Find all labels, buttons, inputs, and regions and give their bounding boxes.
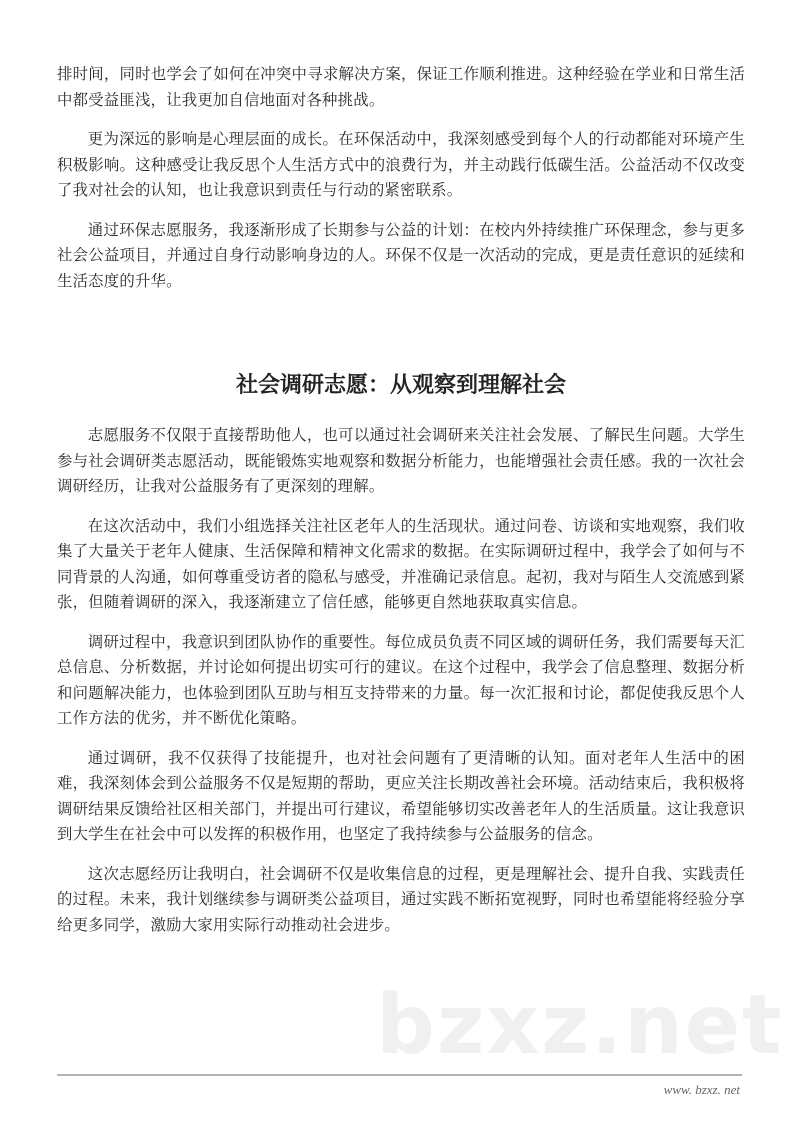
section-2 — [57, 423, 745, 938]
paragraph: 这次志愿经历让我明白，社会调研不仅是收集信息的过程，更是理解社会、提升自我、实践责任的过程。未来，我计划继续参与调研类公益项目，通过实践不断拓宽视野，同时也希望能将经验分享给更多同学，激励大家用实际行动推动社会进步。 — [57, 864, 745, 934]
paragraph: 更为深远的影响是心理层面的成长。在环保活动中，我深刻感受到每个人的行动都能对环境产生积极影响。这种感受让我反思个人生活方式中的浪费行为，并主动践行低碳生活。公益活动不仅改变了我对社会的认知，也让我意识到责任与行动的紧密联系。 — [57, 130, 745, 199]
paragraph: 通过调研，我不仅获得了技能提升，也对社会问题有了更清晰的认知。面对老年人生活中的困难，我深刻体会到公益服务不仅是短期的帮助，更应关注长期改善社会环境。活动结束后，我积极将调研结果反馈给社区相关部门，并提出可行建议，希望能够切实改善老年人的生活质量。这让我意识到大学生在社会中可以发挥的积极作用，也坚定了我持续参与公益服务的信念。 — [57, 748, 745, 843]
paragraph: 调研过程中，我意识到团队协作的重要性。每位成员负责不同区域的调研任务，我们需要每天汇总信息、分析数据，并讨论如何提出切实可行的建议。在这个过程中，我学会了信息整理、数据分析和问题解决能力，也体验到团队互助与相互支持带来的力量。每一次汇报和讨论，都促使我反思个人工作方法的优劣，并不断优化策略。 — [57, 632, 745, 727]
section-1 — [57, 62, 745, 294]
paragraph: 志愿服务不仅限于直接帮助他人，也可以通过社会调研来关注社会发展、了解民生问题。大学生参与社会调研类志愿活动，既能锻炼实地观察和数据分析能力，也能增强社会责任感。我的一次社会调研经历，让我对公益服务有了更深刻的理解。 — [57, 426, 745, 495]
watermark: bzxz.net — [376, 978, 784, 1073]
paragraph-continued: 排时间，同时也学会了如何在冲突中寻求解决方案，保证工作顺利推进。这种经验在学业和日常生活中都受益匪浅，让我更加自信地面对各种挑战。 — [57, 65, 745, 109]
section-title: 社会调研志愿：从观察到理解社会 — [235, 373, 566, 398]
footer-url: www. bzxz. net — [663, 1082, 740, 1097]
paragraph: 通过环保志愿服务，我逐渐形成了长期参与公益的计划：在校内外持续推广环保理念，参与更多社会公益项目，并通过自身行动影响身边的人。环保不仅是一次活动的完成，更是责任意识的延续和生活态度的升华。 — [57, 220, 745, 290]
footer-divider — [57, 1074, 742, 1076]
paragraph: 在这次活动中，我们小组选择关注社区老年人的生活现状。通过问卷、访谈和实地观察，我们收集了大量关于老年人健康、生活保障和精神文化需求的数据。在实际调研过程中，我学会了如何与不同背景的人沟通，如何尊重受访者的隐私与感受，并准确记录信息。起初，我对与陌生人交流感到紧张，但随着调研的深入，我逐渐建立了信任感，能够更自然地获取真实信息。 — [57, 516, 745, 611]
